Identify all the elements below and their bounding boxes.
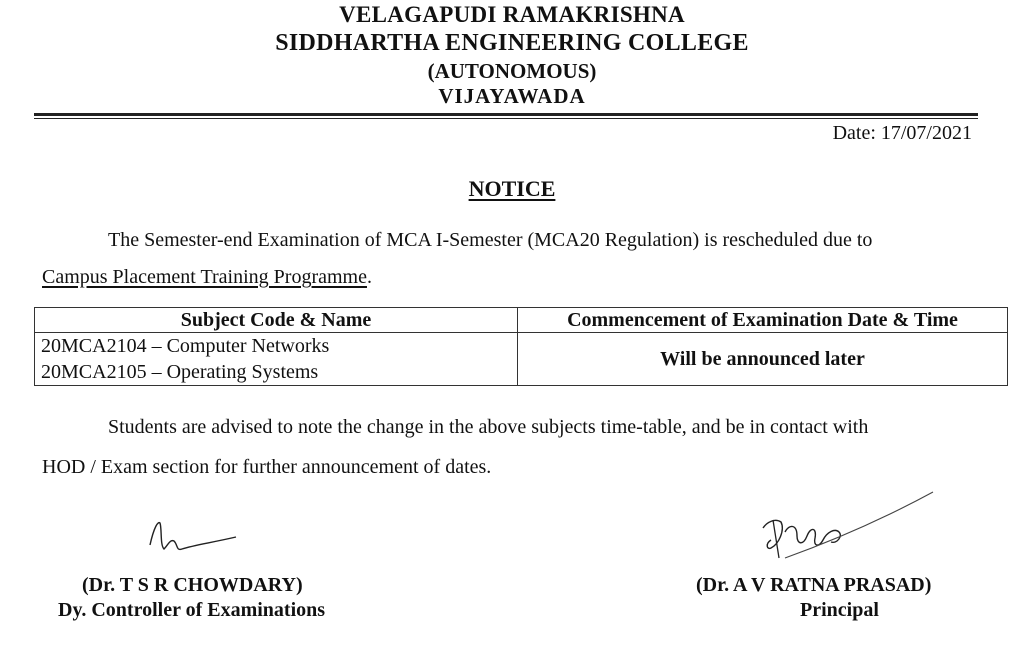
subject-item: 20MCA2104 – Computer Networks [41,335,330,357]
paragraph1-underlined-text: Campus Placement Training Programme [42,266,367,288]
header-divider-thin [34,118,978,119]
table-header-row [35,308,1008,333]
paragraph1-line2 [42,266,372,289]
notice-title: NOTICE [468,176,556,201]
paragraph2-line1: Students are advised to note the change in the above subjects time-table, and be in contact with [108,416,869,438]
table-row [35,333,1008,386]
subject-item: 20MCA2105 – Operating Systems [41,361,319,383]
schedule-cell: Will be announced later [518,333,1008,386]
institution-status: (AUTONOMOUS) [427,59,597,83]
signatory-left-name: (Dr. T S R CHOWDARY) [82,574,303,596]
signature-left [140,515,260,565]
header-divider-thick [34,113,978,116]
institution-name-line1: VELAGAPUDI RAMAKRISHNA [339,2,685,27]
signature-right [745,488,945,578]
signatory-left-title: Dy. Controller of Examinations [58,599,326,621]
paragraph2-line2: HOD / Exam section for further announcement of dates. [42,456,492,478]
paragraph1-line1: The Semester-end Examination of MCA I-Semester (MCA20 Regulation) is rescheduled due to [108,229,873,251]
table-header-commencement: Commencement of Examination Date & Time [518,308,1008,333]
institution-name-line2: SIDDHARTHA ENGINEERING COLLEGE [275,30,749,56]
subjects-cell [35,333,518,386]
table-header-subject: Subject Code & Name [35,308,518,333]
notice-date: Date: 17/07/2021 [832,122,972,144]
paragraph1-end: . [366,266,372,288]
signatory-right-name: (Dr. A V RATNA PRASAD) [696,574,932,596]
exam-schedule-table [34,307,1008,386]
institution-city: VIJAYAWADA [438,84,586,108]
signatory-right-title: Principal [800,599,879,621]
